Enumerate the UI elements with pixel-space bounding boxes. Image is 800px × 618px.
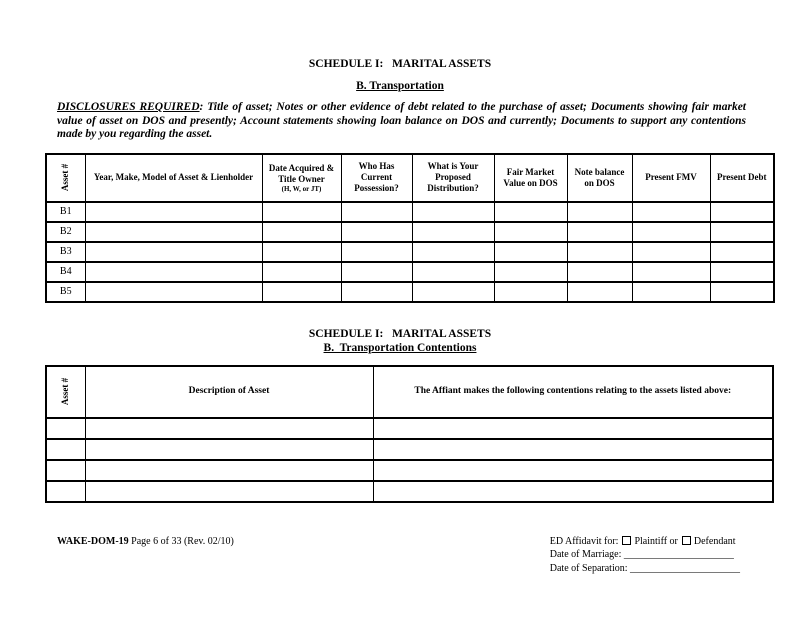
asset-row-b2 bbox=[46, 222, 774, 242]
date-of-marriage-blank: ______________________ bbox=[623, 549, 734, 561]
affidavit-for-label: ED Affidavit for: bbox=[549, 535, 619, 547]
header-present-fmv: Present FMV bbox=[632, 154, 710, 202]
empty-cell bbox=[85, 481, 373, 502]
contentions-row bbox=[46, 439, 773, 460]
empty-cell bbox=[632, 282, 710, 302]
empty-cell bbox=[567, 222, 632, 242]
empty-cell bbox=[412, 202, 494, 222]
empty-cell bbox=[710, 262, 774, 282]
contentions-row bbox=[46, 418, 773, 439]
page-number: Page 6 of 33 (Rev. 02/10) bbox=[128, 535, 234, 547]
asset-row-label: B5 bbox=[46, 282, 85, 302]
contentions-table-header-row bbox=[46, 366, 773, 418]
asset-row-label: B1 bbox=[46, 202, 85, 222]
header-year-make-model: Year, Make, Model of Asset & Lienholder bbox=[85, 154, 262, 202]
disclosures-text: : Title of asset; Notes or other evidence of debt related to the purchase of asset; Documents showing fair market value of asset on DOS and presently; Account statements showing loan balance on DOS and currently; Documents to support any contentions made by you regarding the asset. bbox=[57, 101, 747, 141]
footer-affidavit-block bbox=[550, 535, 740, 576]
empty-cell bbox=[373, 460, 773, 481]
empty-cell bbox=[567, 242, 632, 262]
empty-cell bbox=[85, 460, 373, 481]
empty-cell bbox=[373, 418, 773, 439]
empty-cell bbox=[632, 242, 710, 262]
empty-cell bbox=[85, 439, 373, 460]
empty-cell bbox=[567, 202, 632, 222]
empty-cell bbox=[710, 282, 774, 302]
or-label: or bbox=[669, 535, 678, 547]
contentions-row bbox=[46, 481, 773, 502]
empty-cell bbox=[412, 262, 494, 282]
header-contentions: The Affiant makes the following contentions relating to the assets listed above: bbox=[373, 366, 773, 418]
empty-cell bbox=[341, 202, 412, 222]
header-fmv-dos: Fair Market Value on DOS bbox=[494, 154, 567, 202]
empty-cell bbox=[567, 262, 632, 282]
asset-row-b5 bbox=[46, 282, 774, 302]
header-description: Description of Asset bbox=[85, 366, 373, 418]
empty-cell bbox=[632, 202, 710, 222]
disclosures-label: DISCLOSURES REQUIRED bbox=[57, 101, 200, 113]
empty-cell bbox=[341, 222, 412, 242]
empty-cell bbox=[85, 242, 262, 262]
assets-table-header-row bbox=[46, 154, 774, 202]
asset-number-vertical-label: Asset # bbox=[60, 164, 71, 192]
empty-cell bbox=[710, 242, 774, 262]
asset-row-label: B4 bbox=[46, 262, 85, 282]
empty-cell bbox=[632, 262, 710, 282]
date-of-marriage-line bbox=[550, 548, 740, 562]
empty-cell bbox=[373, 439, 773, 460]
empty-cell bbox=[262, 222, 341, 242]
empty-cell bbox=[262, 242, 341, 262]
plaintiff-checkbox bbox=[622, 536, 631, 545]
section1-subtitle: B. Transportation bbox=[356, 80, 444, 92]
asset-row-label: B3 bbox=[46, 242, 85, 262]
section1-title-block bbox=[0, 0, 800, 93]
empty-cell bbox=[85, 222, 262, 242]
defendant-checkbox bbox=[682, 536, 691, 545]
empty-cell bbox=[341, 242, 412, 262]
empty-cell bbox=[46, 418, 85, 439]
empty-cell bbox=[85, 418, 373, 439]
header-date-acquired: Date Acquired & Title Owner (H, W, or JT) bbox=[262, 154, 341, 202]
asset-row-b1 bbox=[46, 202, 774, 222]
empty-cell bbox=[46, 460, 85, 481]
defendant-label: Defendant bbox=[693, 535, 736, 547]
empty-cell bbox=[494, 282, 567, 302]
empty-cell bbox=[494, 242, 567, 262]
disclosures-paragraph bbox=[57, 101, 746, 142]
empty-cell bbox=[85, 282, 262, 302]
date-of-separation-blank: ______________________ bbox=[630, 562, 740, 574]
footer-form-info bbox=[57, 535, 234, 549]
empty-cell bbox=[262, 282, 341, 302]
empty-cell bbox=[710, 202, 774, 222]
empty-cell bbox=[412, 222, 494, 242]
date-of-separation-label: Date of Separation: bbox=[549, 562, 630, 574]
assets-table bbox=[45, 153, 775, 303]
header-note-dos: Note balance on DOS bbox=[567, 154, 632, 202]
empty-cell bbox=[341, 262, 412, 282]
section1-title: SCHEDULE I: MARITAL ASSETS bbox=[308, 58, 492, 70]
section2-title: SCHEDULE I: MARITAL ASSETS bbox=[308, 327, 492, 340]
empty-cell bbox=[373, 481, 773, 502]
empty-cell bbox=[632, 222, 710, 242]
asset-row-label: B2 bbox=[46, 222, 85, 242]
asset-row-b3 bbox=[46, 242, 774, 262]
empty-cell bbox=[46, 481, 85, 502]
affidavit-for-line bbox=[550, 535, 740, 549]
header-date-acquired-sub: (H, W, or JT) bbox=[281, 184, 322, 193]
empty-cell bbox=[262, 262, 341, 282]
empty-cell bbox=[46, 439, 85, 460]
form-id: WAKE-DOM-19 bbox=[57, 535, 129, 547]
date-of-marriage-label: Date of Marriage: bbox=[549, 549, 624, 561]
empty-cell bbox=[567, 282, 632, 302]
date-of-separation-line bbox=[550, 562, 740, 576]
asset-number-vertical-label: Asset # bbox=[60, 377, 71, 405]
header-possession: Who Has Current Possession? bbox=[341, 154, 412, 202]
header-present-debt: Present Debt bbox=[710, 154, 774, 202]
section2-title-block bbox=[0, 327, 800, 355]
header-asset-number bbox=[46, 154, 85, 202]
header-asset-number bbox=[46, 366, 85, 418]
page-footer bbox=[57, 535, 740, 576]
empty-cell bbox=[494, 202, 567, 222]
empty-cell bbox=[710, 222, 774, 242]
empty-cell bbox=[494, 222, 567, 242]
asset-row-b4 bbox=[46, 262, 774, 282]
section2-subtitle: B. Transportation Contentions bbox=[323, 341, 477, 354]
empty-cell bbox=[412, 242, 494, 262]
empty-cell bbox=[85, 202, 262, 222]
plaintiff-label: Plaintiff bbox=[634, 535, 668, 547]
empty-cell bbox=[262, 202, 341, 222]
header-distribution: What is Your Proposed Distribution? bbox=[412, 154, 494, 202]
empty-cell bbox=[341, 282, 412, 302]
empty-cell bbox=[412, 282, 494, 302]
contentions-table bbox=[45, 365, 774, 503]
empty-cell bbox=[494, 262, 567, 282]
empty-cell bbox=[85, 262, 262, 282]
contentions-row bbox=[46, 460, 773, 481]
